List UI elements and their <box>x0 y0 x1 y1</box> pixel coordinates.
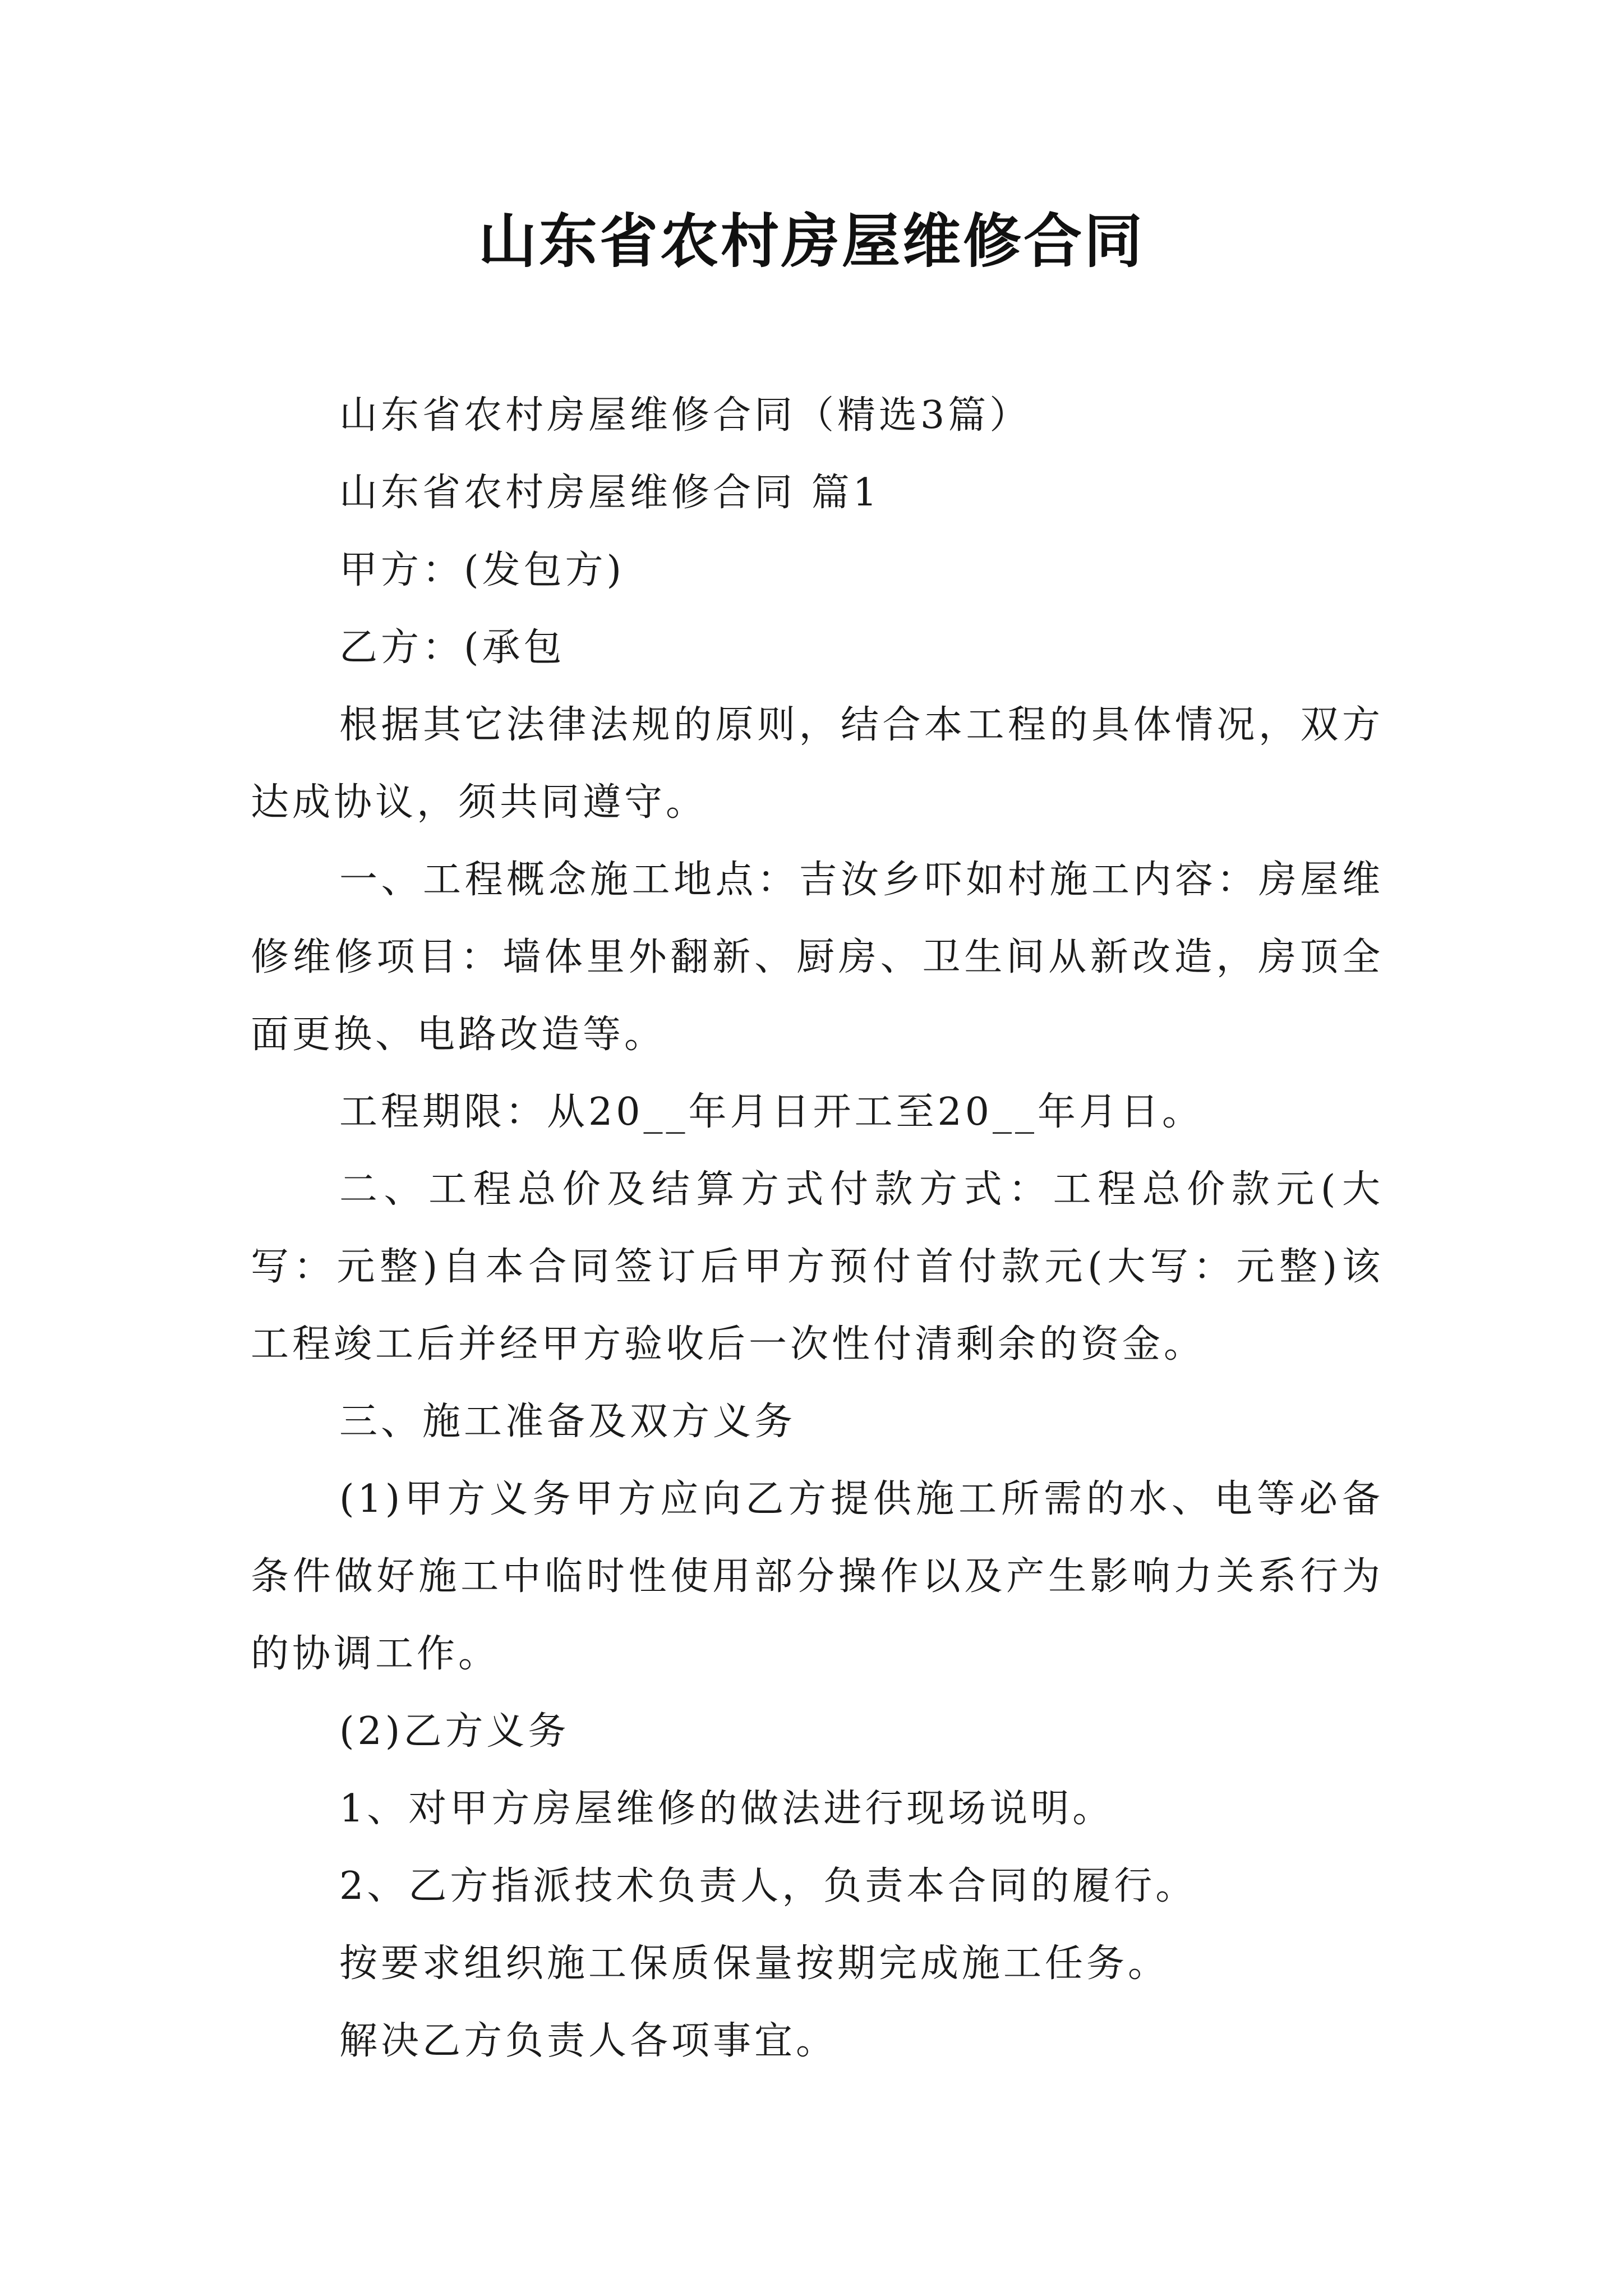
document-body <box>251 377 1384 2080</box>
clause-project-overview: 一、工程概念施工地点：吉汝乡吓如村施工内容：房屋维修维修项目：墙体里外翻新、厨房、卫生间从新改造，房顶全面更换、电路改造等。 <box>251 858 1384 1057</box>
obligation-item-2: 2、乙方指派技术负责人，负责本合同的履行。 <box>339 1864 1197 1908</box>
party-b-line: 乙方：(承包 <box>339 625 565 670</box>
obligation-item-3: 按要求组织施工保质保量按期完成施工任务。 <box>339 1941 1170 1986</box>
obligation-item-1: 1、对甲方房屋维修的做法进行现场说明。 <box>339 1787 1114 1831</box>
subtitle-paragraph: 山东省农村房屋维修合同（精选3篇） <box>339 393 1031 438</box>
section-heading: 山东省农村房屋维修合同 篇1 <box>339 471 880 515</box>
party-a-line: 甲方：(发包方) <box>339 548 625 592</box>
clause-party-b-obligations-heading: (2)乙方义务 <box>339 1709 570 1754</box>
obligation-item-4: 解决乙方负责人各项事宜。 <box>339 2019 838 2063</box>
clause-project-period: 工程期限：从20__年月日开工至20__年月日。 <box>339 1090 1204 1134</box>
preamble-paragraph: 根据其它法律法规的原则，结合本工程的具体情况，双方达成协议，须共同遵守。 <box>251 703 1384 825</box>
clause-preparation-heading: 三、施工准备及双方义务 <box>339 1400 796 1444</box>
clause-party-a-obligations: (1)甲方义务甲方应向乙方提供施工所需的水、电等必备条件做好施工中临时性使用部分操作以及产生影响力关系行为的协调工作。 <box>251 1477 1384 1676</box>
document-title: 山东省农村房屋维修合同 <box>478 207 1145 275</box>
clause-price-payment: 二、工程总价及结算方式付款方式：工程总价款元(大写：元整)自本合同签订后甲方预付首付款元(大写：元整)该工程竣工后并经甲方验收后一次性付清剩余的资金。 <box>251 1167 1384 1366</box>
